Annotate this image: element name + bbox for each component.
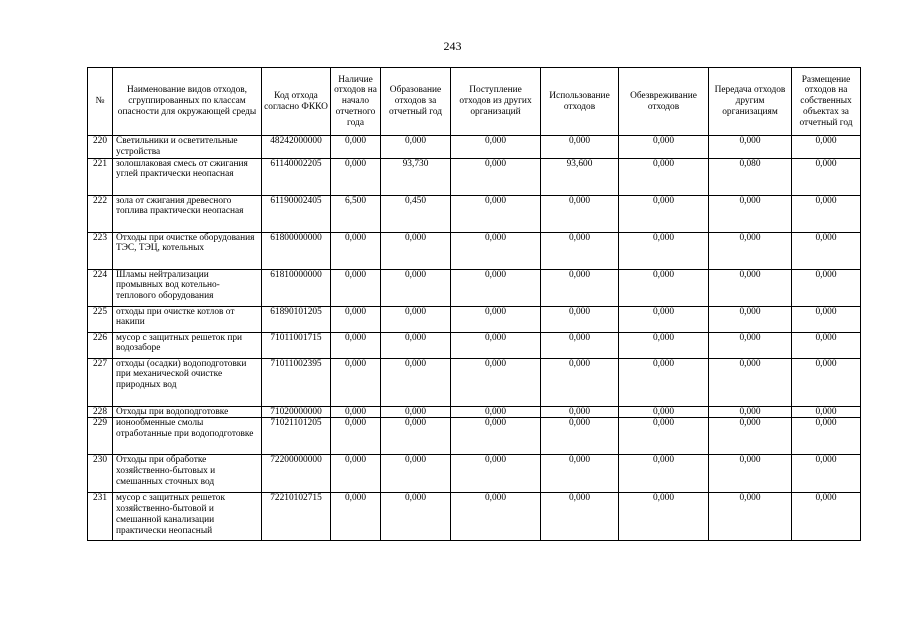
value-transferred: 0,000 [709,493,792,541]
value-initial-stock: 0,000 [331,158,381,195]
value-received: 0,000 [451,195,541,232]
table-row [88,269,861,306]
value-received: 0,000 [451,136,541,159]
fkko-code: 61140002205 [262,158,331,195]
value-transferred: 0,000 [709,232,792,269]
value-transferred: 0,000 [709,358,792,406]
value-placed: 0,000 [792,195,861,232]
row-number: 222 [88,195,113,232]
value-transferred: 0,080 [709,158,792,195]
value-neutralized: 0,000 [619,158,709,195]
fkko-code: 71011001715 [262,332,331,358]
fkko-code: 61190002405 [262,195,331,232]
value-placed: 0,000 [792,269,861,306]
waste-name: мусор с защитных решеток хозяйственно-бытовой и смешанной канализации практически неопасный [113,493,262,541]
value-transferred: 0,000 [709,306,792,332]
value-initial-stock: 6,500 [331,195,381,232]
table-row [88,406,861,418]
row-number: 230 [88,455,113,493]
value-neutralized: 0,000 [619,406,709,418]
header-used: Использование отходов [541,68,619,136]
value-placed: 0,000 [792,332,861,358]
value-used: 0,000 [541,136,619,159]
value-initial-stock: 0,000 [331,136,381,159]
waste-name: золошлаковая смесь от сжигания углей практически неопасная [113,158,262,195]
row-number: 229 [88,418,113,455]
value-used: 0,000 [541,332,619,358]
value-initial-stock: 0,000 [331,306,381,332]
value-initial-stock: 0,000 [331,232,381,269]
value-generated: 0,000 [381,306,451,332]
value-received: 0,000 [451,406,541,418]
fkko-code: 71020000000 [262,406,331,418]
value-used: 93,600 [541,158,619,195]
value-neutralized: 0,000 [619,306,709,332]
value-initial-stock: 0,000 [331,332,381,358]
value-received: 0,000 [451,269,541,306]
header-transferred: Передача отходов другим организациям [709,68,792,136]
table-row [88,232,861,269]
fkko-code: 71021101205 [262,418,331,455]
header-generated: Образование отходов за отчетный год [381,68,451,136]
value-initial-stock: 0,000 [331,418,381,455]
value-generated: 93,730 [381,158,451,195]
value-placed: 0,000 [792,358,861,406]
value-used: 0,000 [541,406,619,418]
value-received: 0,000 [451,332,541,358]
table-row [88,158,861,195]
waste-name: Шламы нейтрализации промывных вод котельно-теплового оборудования [113,269,262,306]
table-row [88,306,861,332]
header-placed: Размещение отходов на собственных объектах за отчетный год [792,68,861,136]
table-row [88,195,861,232]
value-transferred: 0,000 [709,332,792,358]
value-used: 0,000 [541,493,619,541]
row-number: 227 [88,358,113,406]
value-generated: 0,000 [381,406,451,418]
value-transferred: 0,000 [709,455,792,493]
value-generated: 0,000 [381,136,451,159]
value-placed: 0,000 [792,136,861,159]
value-initial-stock: 0,000 [331,358,381,406]
value-received: 0,000 [451,358,541,406]
value-received: 0,000 [451,232,541,269]
table-row [88,358,861,406]
value-initial-stock: 0,000 [331,493,381,541]
row-number: 225 [88,306,113,332]
value-used: 0,000 [541,455,619,493]
value-transferred: 0,000 [709,195,792,232]
fkko-code: 71011002395 [262,358,331,406]
row-number: 228 [88,406,113,418]
value-received: 0,000 [451,418,541,455]
value-placed: 0,000 [792,455,861,493]
fkko-code: 72200000000 [262,455,331,493]
table-row [88,332,861,358]
fkko-code: 61890101205 [262,306,331,332]
fkko-code: 48242000000 [262,136,331,159]
header-received: Поступление отходов из других организаций [451,68,541,136]
waste-name: Отходы при обработке хозяйственно-бытовых и смешанных сточных вод [113,455,262,493]
table-row [88,455,861,493]
fkko-code: 72210102715 [262,493,331,541]
header-waste-name: Наименование видов отходов, сгруппированных по классам опасности для окружающей среды [113,68,262,136]
row-number: 223 [88,232,113,269]
value-used: 0,000 [541,418,619,455]
value-neutralized: 0,000 [619,455,709,493]
fkko-code: 61800000000 [262,232,331,269]
header-initial-stock: Наличие отходов на начало отчетного года [331,68,381,136]
value-initial-stock: 0,000 [331,269,381,306]
header-fkko-code: Код отхода согласно ФККО [262,68,331,136]
value-neutralized: 0,000 [619,332,709,358]
value-generated: 0,000 [381,358,451,406]
value-generated: 0,000 [381,232,451,269]
waste-name: отходы (осадки) водоподготовки при механической очистке природных вод [113,358,262,406]
waste-name: Отходы при водоподготовке [113,406,262,418]
value-neutralized: 0,000 [619,358,709,406]
value-neutralized: 0,000 [619,136,709,159]
value-generated: 0,000 [381,332,451,358]
value-placed: 0,000 [792,306,861,332]
value-transferred: 0,000 [709,406,792,418]
value-generated: 0,450 [381,195,451,232]
value-generated: 0,000 [381,493,451,541]
fkko-code: 61810000000 [262,269,331,306]
value-initial-stock: 0,000 [331,455,381,493]
table-row [88,493,861,541]
row-number: 224 [88,269,113,306]
value-used: 0,000 [541,195,619,232]
value-neutralized: 0,000 [619,418,709,455]
waste-name: отходы при очистке котлов от накипи [113,306,262,332]
value-placed: 0,000 [792,406,861,418]
value-placed: 0,000 [792,158,861,195]
value-neutralized: 0,000 [619,232,709,269]
value-neutralized: 0,000 [619,269,709,306]
value-placed: 0,000 [792,418,861,455]
value-received: 0,000 [451,158,541,195]
value-neutralized: 0,000 [619,493,709,541]
header-number: № [88,68,113,136]
value-neutralized: 0,000 [619,195,709,232]
value-generated: 0,000 [381,418,451,455]
table-row [88,136,861,159]
value-received: 0,000 [451,455,541,493]
value-initial-stock: 0,000 [331,406,381,418]
value-generated: 0,000 [381,455,451,493]
value-used: 0,000 [541,358,619,406]
value-transferred: 0,000 [709,418,792,455]
row-number: 220 [88,136,113,159]
value-used: 0,000 [541,232,619,269]
table-header-row [88,68,861,136]
waste-table [87,67,861,541]
value-received: 0,000 [451,306,541,332]
header-neutralized: Обезвреживание отходов [619,68,709,136]
value-used: 0,000 [541,306,619,332]
value-transferred: 0,000 [709,136,792,159]
row-number: 231 [88,493,113,541]
waste-name: мусор с защитных решеток при водозаборе [113,332,262,358]
table-row [88,418,861,455]
waste-name: ионообменные смолы отработанные при водоподготовке [113,418,262,455]
waste-name: Отходы при очистке оборудования ТЭС, ТЭЦ, котельных [113,232,262,269]
value-placed: 0,000 [792,232,861,269]
page-number: 243 [443,39,462,53]
waste-name: зола от сжигания древесного топлива практически неопасная [113,195,262,232]
waste-name: Светильники и осветительные устройства [113,136,262,159]
value-transferred: 0,000 [709,269,792,306]
value-placed: 0,000 [792,493,861,541]
row-number: 226 [88,332,113,358]
value-used: 0,000 [541,269,619,306]
value-generated: 0,000 [381,269,451,306]
value-received: 0,000 [451,493,541,541]
row-number: 221 [88,158,113,195]
